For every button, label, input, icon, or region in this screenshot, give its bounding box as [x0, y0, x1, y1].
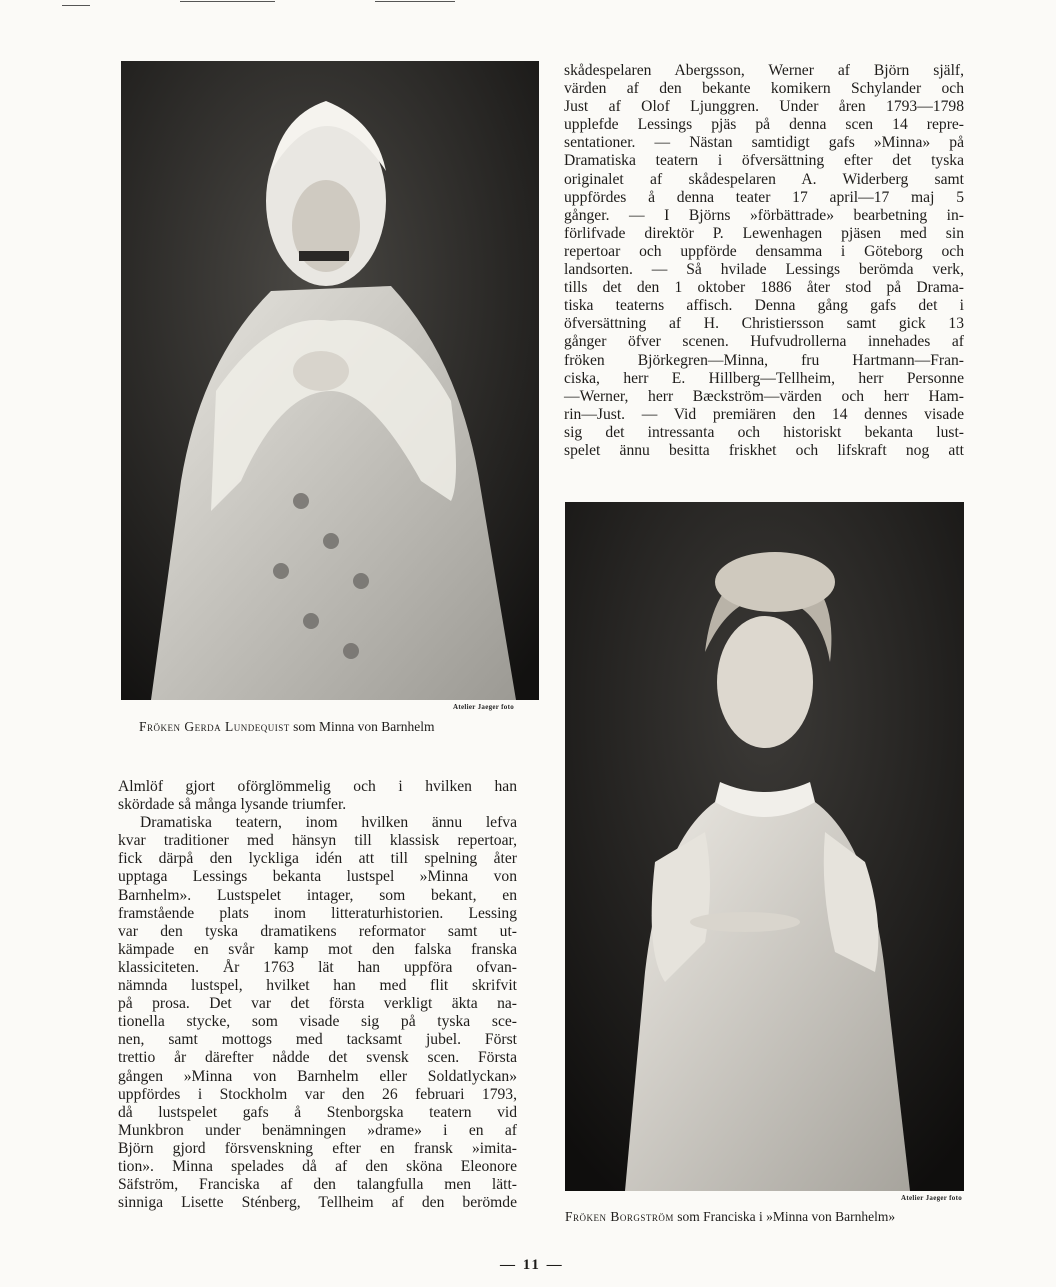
top-rule-2: [180, 1, 275, 2]
text-line: gånger öfver scenen. Hufvudrollerna innehades af: [564, 333, 964, 351]
text-line: Björn gjord försvenskning efter en fransk »imita-: [118, 1139, 517, 1157]
text-line: framstående plats inom litteraturhistorien. Lessing: [118, 904, 517, 922]
text-line: landsorten. — Så hvilade Lessings berömda verk,: [564, 261, 964, 279]
text-line: Munkbron under benämningen »drame» i en af: [118, 1121, 517, 1139]
left-column-text: [118, 778, 517, 1212]
text-line: tion». Minna spelades då af den sköna Eleonore: [118, 1157, 517, 1175]
text-line: trettio år därefter nådde det svensk scen. Första: [118, 1049, 517, 1067]
text-line: Dramatiska teatern i öfversättning efter det tyska: [564, 152, 964, 170]
text-line: upplefde Lessings pjäs på denna scen 14 repre-: [564, 116, 964, 134]
right-column-text: [564, 62, 964, 460]
text-line: originalet af skådespelaren A. Widerberg samt: [564, 170, 964, 188]
text-line: nen, samt mottogs med tacksamt jubel. Först: [118, 1031, 517, 1049]
text-line: gången »Minna von Barnhelm eller Soldatlyckan»: [118, 1067, 517, 1085]
photo1-caption-name: Fröken Gerda Lundequist: [139, 719, 290, 734]
photo-gerda-lundequist: [121, 61, 539, 700]
page-number: — 11 —: [500, 1257, 564, 1273]
text-line: Dramatiska teatern, inom hvilken ännu lefva: [140, 814, 517, 832]
text-line: —Werner, herr Bæckström—värden och herr Ham-: [564, 387, 964, 405]
text-line: gånger. — I Björns »förbättrade» bearbetning in-: [564, 206, 964, 224]
text-line: fick därpå den lyckliga idén att till spelning åter: [118, 850, 517, 868]
text-line: sinniga Lisette Sténberg, Tellheim af den berömde: [118, 1194, 517, 1212]
photo-borgstrom: [565, 502, 964, 1191]
portrait-illustration: [121, 61, 539, 700]
portrait-illustration: [565, 502, 964, 1191]
top-rule-3: [375, 1, 455, 2]
text-line: öfversättning af H. Christiersson samt gick 13: [564, 315, 964, 333]
text-line: upptaga Lessings bekanta lustspel »Minna von: [118, 868, 517, 886]
text-line: sig det intressanta och historiskt bekanta lust-: [564, 423, 964, 441]
photo2-caption-rest: som Franciska i »Minna von Barnhelm»: [673, 1209, 896, 1224]
text-line: då lustspelet gafs å Stenborgska teatern vid: [118, 1103, 517, 1121]
text-line: ciska, herr E. Hillberg—Tellheim, herr Personne: [564, 369, 964, 387]
text-line: tionella stycke, som visade sig på tyska sce-: [118, 1013, 517, 1031]
text-line: förlifvade direktör P. Lewenhagen pjäsen med sin: [564, 224, 964, 242]
text-line: kämpade en svår kamp mot den falska franska: [118, 940, 517, 958]
text-line: nämnda lustspel, hvilket han med flit skrifvit: [118, 977, 517, 995]
text-line: fröken Björkegren—Minna, fru Hartmann—Fran-: [564, 351, 964, 369]
photo1-credit: Atelier Jaeger foto: [452, 703, 514, 711]
text-line: på prosa. Det var det första verkligt äkta na-: [118, 995, 517, 1013]
text-line: värden af den bekante komikern Schylander och: [564, 80, 964, 98]
photo2-caption-name: Fröken Borgström: [565, 1209, 674, 1224]
text-line: kvar traditioner med hänsyn till klassisk repertoar,: [118, 832, 517, 850]
text-line: Säfström, Franciska af den talangfulla men lätt-: [118, 1176, 517, 1194]
text-line: tills det den 1 oktober 1886 åter stod på Drama-: [564, 279, 964, 297]
text-line: rin—Just. — Vid premiären den 14 dennes visade: [564, 405, 964, 423]
text-line: var den tyska dramatikens reformator samt ut-: [118, 922, 517, 940]
photo1-caption-rest: som Minna von Barnhelm: [289, 719, 435, 734]
photo1-caption: [139, 719, 435, 735]
photo2-credit: Atelier Jaeger foto: [900, 1194, 962, 1202]
text-line: klassiciteten. År 1763 lät han uppföra ofvan-: [118, 958, 517, 976]
photo2-caption: [565, 1209, 895, 1225]
text-line: sentationer. — Nästan samtidigt gafs »Minna» på: [564, 134, 964, 152]
text-line: uppfördes å denna teater 17 april—17 maj 5: [564, 188, 964, 206]
text-line: tiska teaterns affisch. Denna gång gafs det i: [564, 297, 964, 315]
text-line: skådespelaren Abergsson, Werner af Björn själf,: [564, 62, 964, 79]
top-rule-1: [62, 5, 90, 6]
text-line: Almlöf gjort oförglömmelig och i hvilken han: [118, 778, 517, 795]
text-line: Barnhelm». Lustspelet intager, som bekant, en: [118, 886, 517, 904]
text-line: Just af Olof Ljunggren. Under åren 1793—1798: [564, 98, 964, 116]
text-line: spelet ännu besitta friskhet och lifskraft nog att: [564, 441, 964, 459]
text-line: skördade så många lysande triumfer.: [118, 796, 347, 814]
text-line: repertoar och uppförde densamma i Göteborg och: [564, 242, 964, 260]
text-line: uppfördes i Stockholm var den 26 februari 1793,: [118, 1085, 517, 1103]
